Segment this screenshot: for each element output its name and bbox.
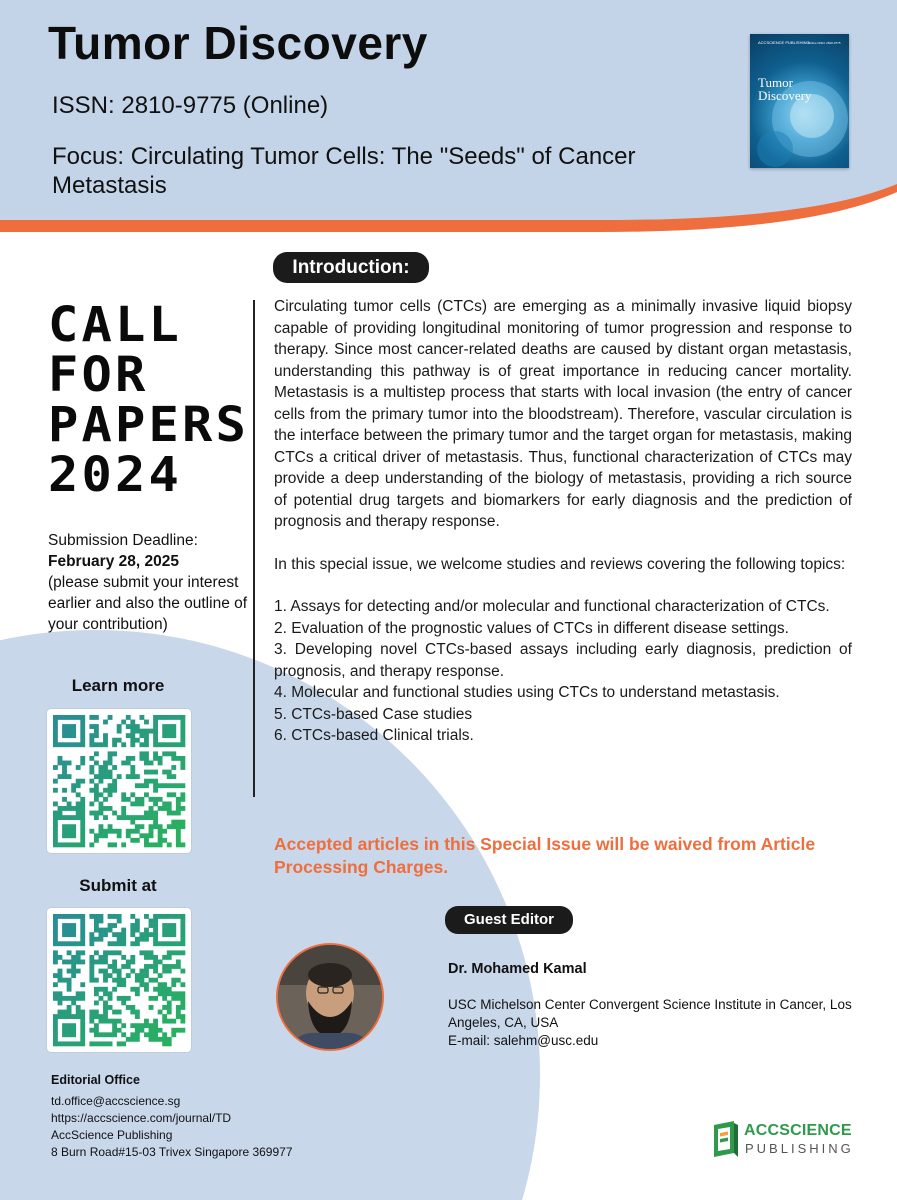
publisher-name: ACCSCIENCE bbox=[744, 1122, 852, 1139]
introduction-heading: Introduction: bbox=[273, 252, 429, 283]
cover-publisher: ACCSCIENCE PUBLISHING bbox=[758, 40, 810, 45]
guest-editor-email[interactable]: E-mail: salehm@usc.edu bbox=[448, 1033, 599, 1048]
guest-editor-heading: Guest Editor bbox=[445, 906, 573, 934]
submit-at-label: Submit at bbox=[79, 876, 157, 895]
submission-deadline bbox=[48, 530, 248, 635]
learn-more-label: Learn more bbox=[71, 676, 165, 695]
topic-item: 2. Evaluation of the prognostic values of CTCs in different disease settings. bbox=[274, 619, 789, 637]
guest-editor-affiliation: USC Michelson Center Convergent Science Institute in Cancer, Los Angeles, CA, USA bbox=[448, 997, 852, 1030]
issue-focus: Focus: Circulating Tumor Cells: The "Seeds" of Cancer Metastasis bbox=[52, 143, 636, 199]
guest-editor-details bbox=[448, 996, 868, 1050]
office-address: 8 Burn Road#15-03 Trivex Singapore 369977 bbox=[51, 1145, 293, 1159]
publisher-subtitle: PUBLISHING bbox=[745, 1141, 854, 1156]
publisher-logo bbox=[712, 1121, 852, 1161]
column-divider bbox=[253, 300, 255, 797]
qr-code-icon bbox=[47, 908, 191, 1052]
guest-editor-name: Dr. Mohamed Kamal bbox=[448, 961, 587, 977]
cfp-line: FOR bbox=[48, 347, 149, 403]
journal-issn: ISSN: 2810-9775 (Online) bbox=[52, 92, 329, 119]
journal-cover bbox=[750, 34, 849, 168]
topic-item: 5. CTCs-based Case studies bbox=[274, 705, 473, 723]
cfp-line: PAPERS bbox=[48, 397, 249, 453]
topic-item: 4. Molecular and functional studies using CTCs to understand metastasis. bbox=[274, 684, 780, 701]
deadline-date: February 28, 2025 bbox=[48, 553, 179, 570]
journal-title: Tumor Discovery bbox=[48, 17, 428, 69]
intro-paragraph: Circulating tumor cells (CTCs) are emerging as a minimally invasive liquid biopsy capable of providing longitudinal monitoring of tumor progression and response to therapy. Since most cancer-related deaths are caused by distant organ metastasis, understanding this pathway is of great importance in reducing cancer mortality. Metastasis is a multistep process that starts with local invasion (the entry of cancer cells from the primary tumor into the bloodstream). Therefore, vascular circulation is the interface between the primary tumor and the target organ for metastasis, making CTCs a critical driver of metastasis. Thus, functional characterization of CTCs may provide a deep understanding of the biology of metastasis, providing a rich source of potential drug targets and biomarkers for early diagnosis and the prediction of prognosis and therapy response. bbox=[274, 298, 852, 530]
submit-qr-code[interactable] bbox=[47, 908, 191, 1052]
office-publisher: AccScience Publishing bbox=[51, 1128, 173, 1142]
topic-item: 6. CTCs-based Clinical trials. bbox=[274, 727, 474, 744]
cover-issn: Online ISSN: 2810-9775 bbox=[808, 41, 841, 45]
guest-editor-photo bbox=[276, 943, 384, 1051]
editorial-office bbox=[51, 1072, 293, 1161]
deadline-label: Submission Deadline: bbox=[48, 532, 198, 549]
cover-title: Tumor Discovery bbox=[758, 75, 812, 103]
deadline-note: (please submit your interest earlier and also the outline of your contribution) bbox=[48, 574, 248, 633]
learn-more-qr-code[interactable] bbox=[47, 709, 191, 853]
intro-paragraph: In this special issue, we welcome studies and reviews covering the following topics: bbox=[274, 555, 846, 573]
editorial-office-title: Editorial Office bbox=[51, 1073, 140, 1087]
introduction-body bbox=[274, 296, 852, 747]
apc-waiver-notice: Accepted articles in this Special Issue will be waived from Article Processing Charges. bbox=[274, 834, 816, 877]
topics-list bbox=[274, 596, 852, 747]
book-logo-icon bbox=[712, 1121, 740, 1159]
qr-code-icon bbox=[47, 709, 191, 853]
topic-item: 3. Developing novel CTCs-based assays including early diagnosis, prediction of prognosis, and therapy response. bbox=[274, 641, 852, 680]
portrait-icon bbox=[278, 945, 382, 1049]
office-email[interactable]: td.office@accscience.sg bbox=[51, 1094, 181, 1108]
call-for-papers bbox=[48, 297, 249, 503]
cfp-line: CALL bbox=[48, 297, 182, 353]
office-url[interactable]: https://accscience.com/journal/TD bbox=[51, 1111, 232, 1125]
cfp-line: 2024 bbox=[48, 447, 182, 503]
topic-item: 1. Assays for detecting and/or molecular and functional characterization of CTCs. bbox=[274, 598, 830, 615]
